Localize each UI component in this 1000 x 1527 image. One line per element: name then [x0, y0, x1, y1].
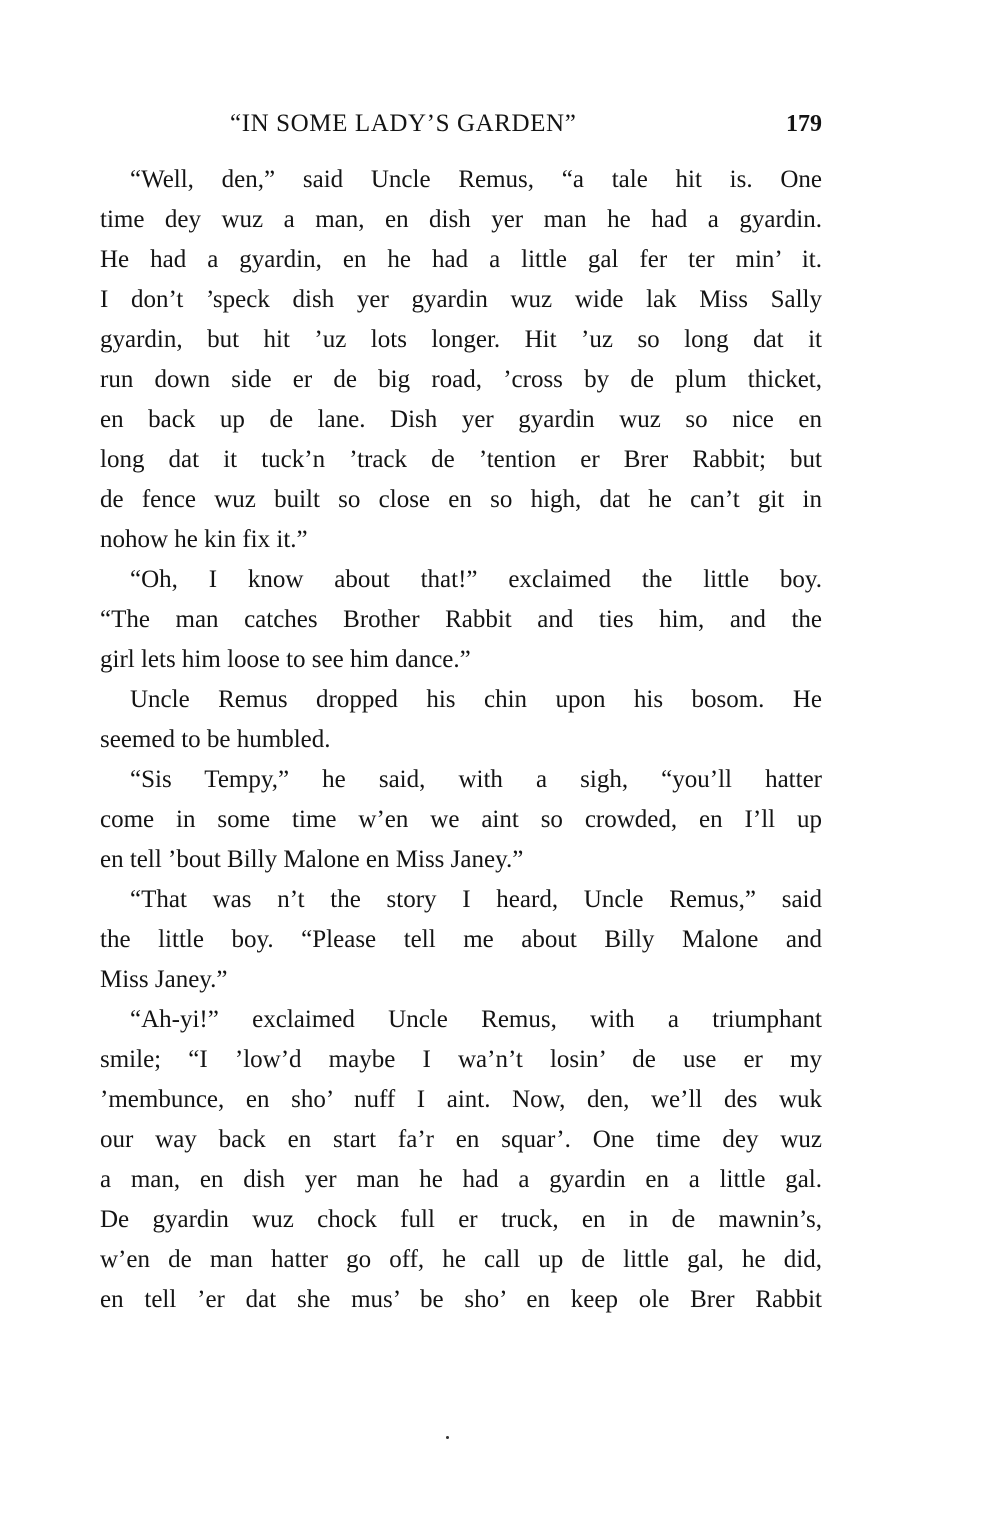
- paragraph-1: [100, 160, 822, 560]
- text-line: girl lets him loose to see him dance.”: [100, 646, 471, 673]
- text-line: Uncle Remus dropped his chin upon his bosom. He: [130, 686, 822, 713]
- page-number: 179: [786, 111, 822, 137]
- text-line: de fence wuz built so close en so high, dat he can’t git in: [100, 486, 822, 513]
- text-line: nohow he kin fix it.”: [100, 526, 308, 553]
- text-line: seemed to be humbled.: [100, 726, 331, 753]
- text-line: en tell ’er dat she mus’ be sho’ en keep ole Brer Rabbit: [100, 1286, 822, 1313]
- text-line: long dat it tuck’n ’track de ’tention er Brer Rabbit; but: [100, 446, 822, 473]
- book-page: [100, 108, 822, 1320]
- text-line: “Oh, I know about that!” exclaimed the little boy.: [130, 566, 822, 593]
- paragraph-6: [100, 1000, 822, 1320]
- text-line: en back up de lane. Dish yer gyardin wuz so nice en: [100, 406, 822, 433]
- text-line: “That was n’t the story I heard, Uncle Remus,” said: [130, 886, 822, 913]
- text-line: time dey wuz a man, en dish yer man he had a gyardin.: [100, 206, 822, 233]
- text-line: ’membunce, en sho’ nuff I aint. Now, den, we’ll des wuk: [100, 1086, 822, 1113]
- text-line: gyardin, but hit ’uz lots longer. Hit ’uz so long dat it: [100, 326, 822, 353]
- text-line: De gyardin wuz chock full er truck, en in de mawnin’s,: [100, 1206, 822, 1233]
- running-head: [100, 108, 822, 148]
- paragraph-4: [100, 760, 822, 880]
- paragraph-2: [100, 560, 822, 680]
- print-speck: [446, 1436, 449, 1439]
- running-title: “IN SOME LADY’S GARDEN”: [230, 110, 577, 137]
- text-line: smile; “I ’low’d maybe I wa’n’t losin’ de use er my: [100, 1046, 822, 1073]
- text-line: run down side er de big road, ’cross by de plum thicket,: [100, 366, 822, 393]
- text-line: “Well, den,” said Uncle Remus, “a tale hit is. One: [130, 166, 822, 193]
- text-line: our way back en start fa’r en squar’. One time dey wuz: [100, 1126, 822, 1153]
- text-line: “The man catches Brother Rabbit and ties him, and the: [100, 606, 822, 633]
- text-line: w’en de man hatter go off, he call up de little gal, he did,: [100, 1246, 822, 1273]
- text-line: He had a gyardin, en he had a little gal fer ter min’ it.: [100, 246, 822, 273]
- text-line: I don’t ’speck dish yer gyardin wuz wide lak Miss Sally: [100, 286, 822, 313]
- paragraph-5: [100, 880, 822, 1000]
- text-line: en tell ’bout Billy Malone en Miss Janey.”: [100, 846, 524, 873]
- text-line: “Ah-yi!” exclaimed Uncle Remus, with a triumphant: [130, 1006, 822, 1033]
- text-line: a man, en dish yer man he had a gyardin en a little gal.: [100, 1166, 822, 1193]
- paragraph-3: [100, 680, 822, 760]
- text-line: the little boy. “Please tell me about Billy Malone and: [100, 926, 822, 953]
- text-line: “Sis Tempy,” he said, with a sigh, “you’ll hatter: [130, 766, 822, 793]
- text-line: come in some time w’en we aint so crowded, en I’ll up: [100, 806, 822, 833]
- body-text: [100, 160, 822, 1320]
- text-line: Miss Janey.”: [100, 966, 228, 993]
